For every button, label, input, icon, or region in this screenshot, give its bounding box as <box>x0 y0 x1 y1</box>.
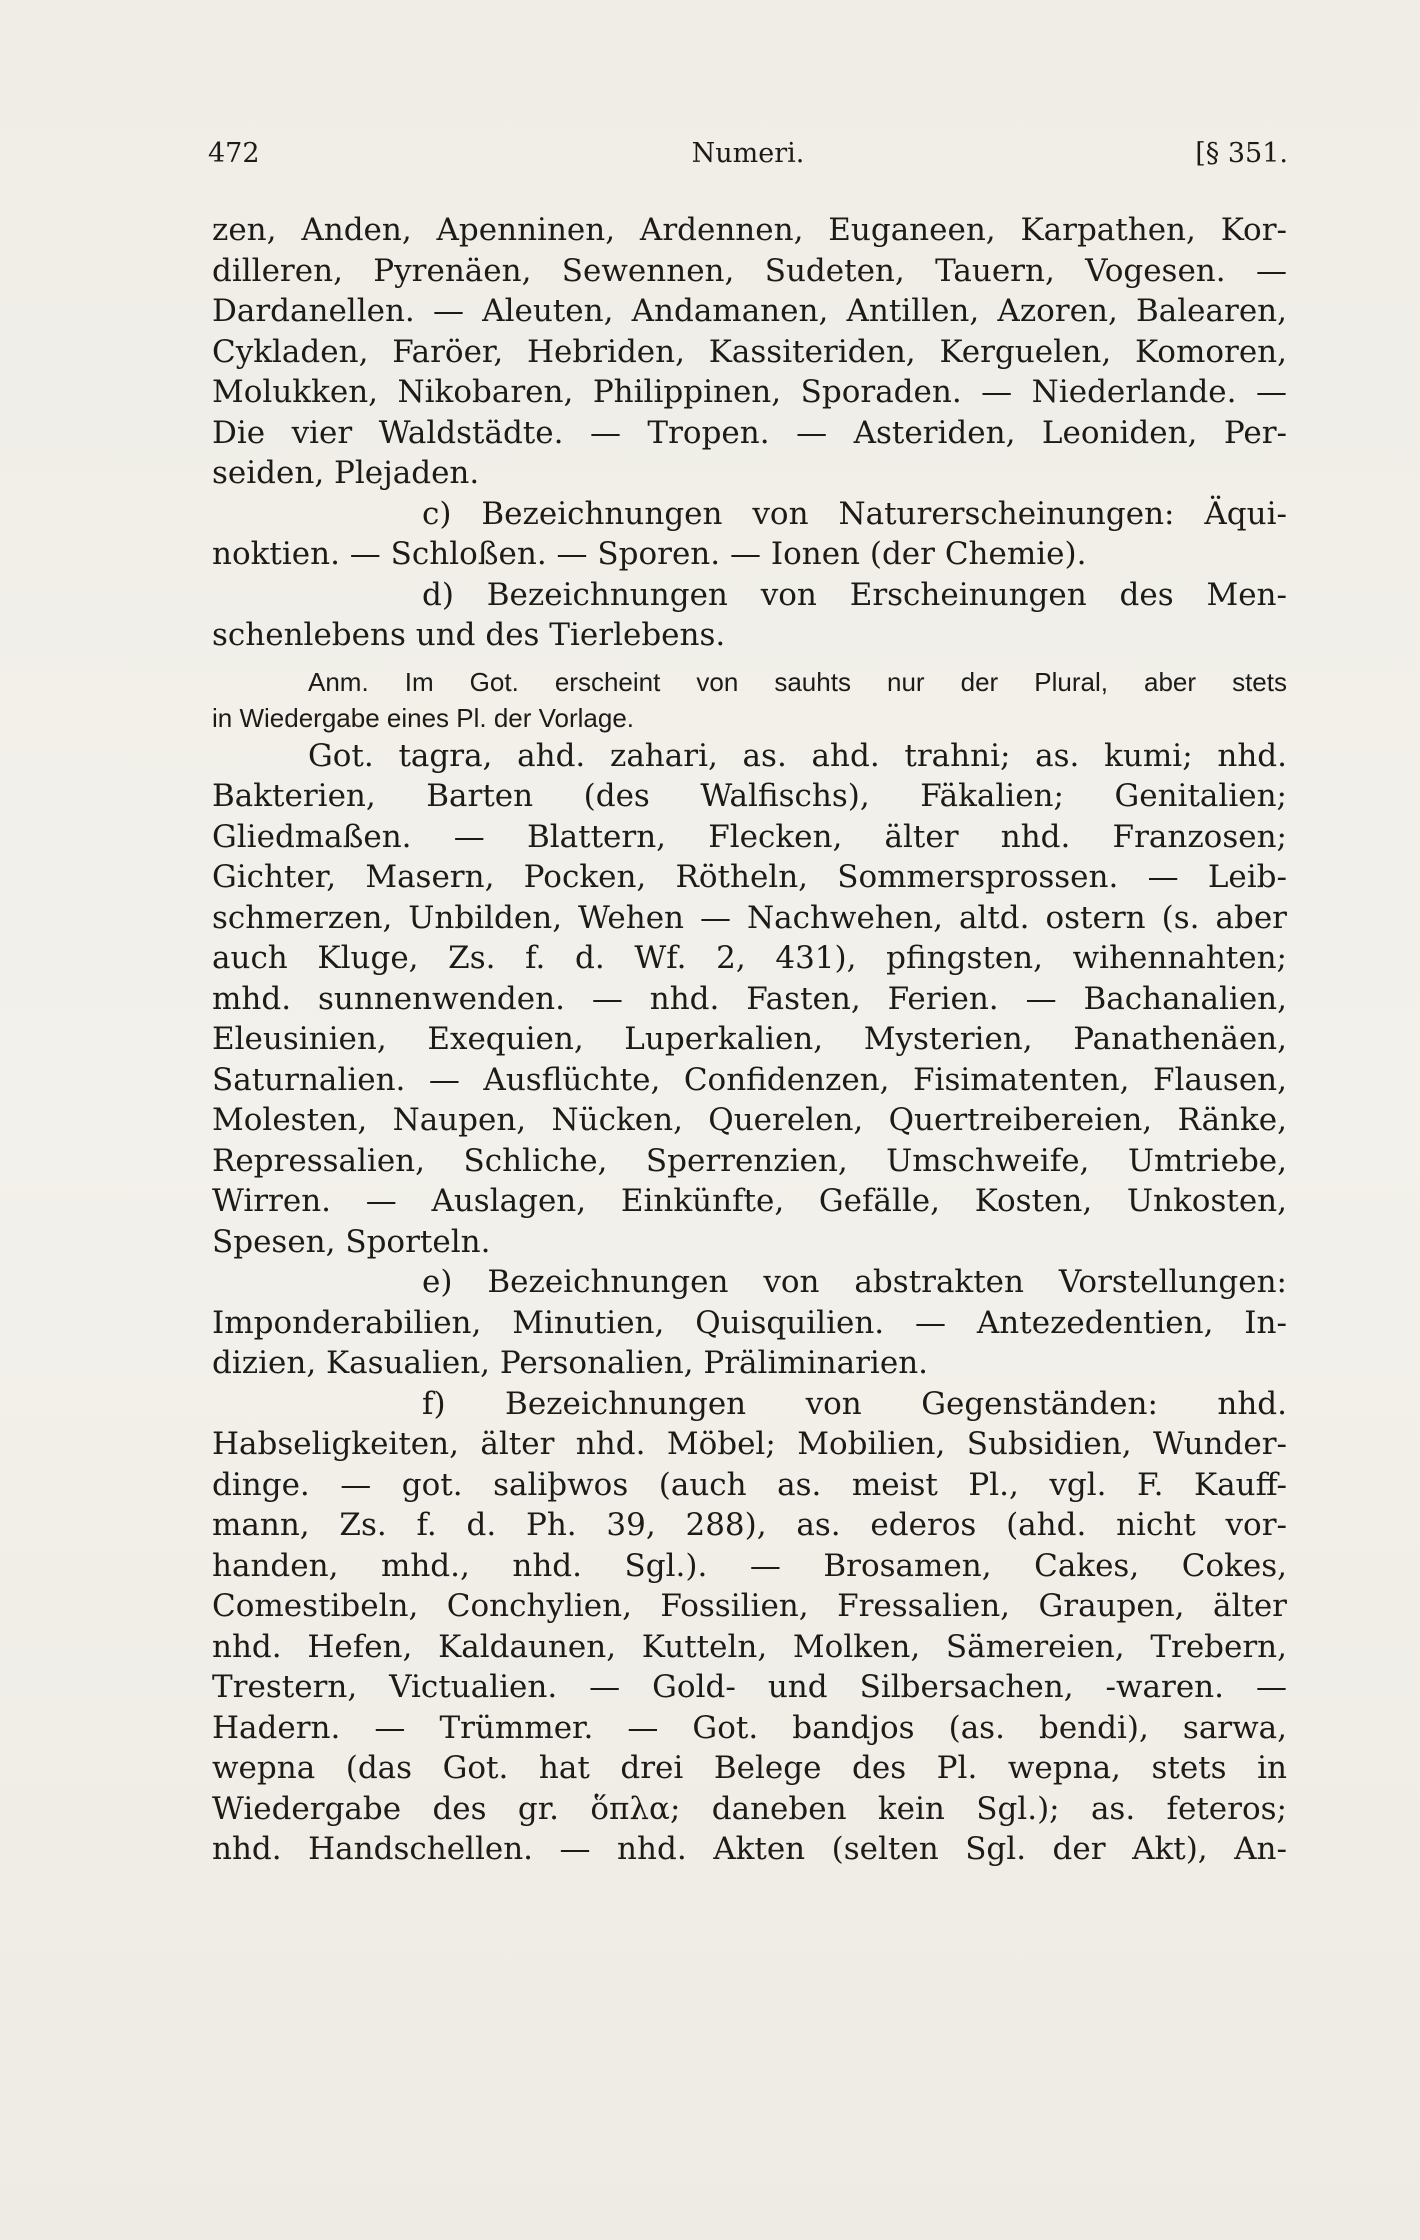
text-line: nhd. Hefen, Kaldaunen, Kutteln, Molken, Sämereien, Trebern, <box>212 1628 1287 1665</box>
text-line: Trestern, Victualien. — Gold- und Silbersachen, -waren. — <box>212 1669 1287 1705</box>
text-line: auch Kluge, Zs. f. d. Wf. 2, 431), pfingsten, wihennahten; <box>212 940 1287 976</box>
text-line: Got. tagra, ahd. zahari, as. ahd. trahni; as. kumi; nhd. <box>308 737 1287 774</box>
text-line: Repressalien, Schliche, Sperrenzien, Umschweife, Umtriebe, <box>212 1142 1287 1179</box>
page-title: Numeri. <box>691 138 805 169</box>
text-line: Cykladen, Faröer, Hebriden, Kassiteriden, Kerguelen, Komoren, <box>212 333 1287 370</box>
running-head <box>208 138 1288 178</box>
text-line: Saturnalien. — Ausflüchte, Confidenzen, Fisimatenten, Flausen, <box>212 1061 1287 1098</box>
subsection-heading-e: e) Bezeichnungen von abstrakten Vorstellungen: <box>422 1264 1287 1300</box>
text-line: wepna (das Got. hat drei Belege des Pl. wepna, stets in <box>212 1750 1287 1786</box>
text-line: nhd. Handschellen. — nhd. Akten (selten Sgl. der Akt), An- <box>212 1831 1287 1867</box>
text-line: Gichter, Masern, Pocken, Rötheln, Sommersprossen. — Leib- <box>212 859 1287 895</box>
text-line: schmerzen, Unbilden, Wehen — Nachwehen, altd. ostern (s. aber <box>212 899 1287 936</box>
annotation-note: Anm. Im Got. erscheint von sauhts nur der Plural, aber stets <box>308 666 1287 697</box>
section-reference: [§ 351. <box>1195 138 1288 169</box>
text-line: dizien, Kasualien, Personalien, Präliminarien. <box>212 1345 929 1381</box>
text-line: zen, Anden, Apenninen, Ardennen, Euganeen, Karpathen, Kor- <box>212 212 1287 248</box>
text-line: Wiedergabe des gr. ὅπλα; daneben kein Sgl.); as. feteros; <box>212 1790 1287 1827</box>
text-line: Gliedmaßen. — Blattern, Flecken, älter nhd. Franzosen; <box>212 818 1287 855</box>
subsection-heading-f: f) Bezeichnungen von Gegenständen: nhd. <box>422 1385 1287 1422</box>
text-line: Molukken, Nikobaren, Philippinen, Sporaden. — Niederlande. — <box>212 374 1287 410</box>
text-line: Eleusinien, Exequien, Luperkalien, Mysterien, Panathenäen, <box>212 1021 1287 1057</box>
subsection-heading-c: c) Bezeichnungen von Naturerscheinungen: Äqui- <box>422 495 1287 532</box>
body-text <box>212 210 1287 1870</box>
text-line: seiden, Plejaden. <box>212 455 480 491</box>
subsection-heading-d: d) Bezeichnungen von Erscheinungen des Men- <box>422 576 1287 613</box>
text-line: schenlebens und des Tierlebens. <box>212 617 726 653</box>
page-number: 472 <box>208 138 260 169</box>
text-line: Imponderabilien, Minutien, Quisquilien. — Antezedentien, In- <box>212 1304 1287 1341</box>
text-line: Habseligkeiten, älter nhd. Möbel; Mobilien, Subsidien, Wunder- <box>212 1426 1287 1462</box>
text-line: Spesen, Sporteln. <box>212 1223 491 1260</box>
text-line: dinge. — got. saliþwos (auch as. meist Pl., vgl. F. Kauff- <box>212 1466 1287 1503</box>
text-line: handen, mhd., nhd. Sgl.). — Brosamen, Cakes, Cokes, <box>212 1547 1287 1584</box>
text-line: Dardanellen. — Aleuten, Andamanen, Antillen, Azoren, Balearen, <box>212 293 1287 329</box>
text-line: Die vier Waldstädte. — Tropen. — Asteriden, Leoniden, Per- <box>212 414 1287 451</box>
text-line: noktien. — Schloßen. — Sporen. — Ionen (der Chemie). <box>212 536 1087 572</box>
text-line: mann, Zs. f. d. Ph. 39, 288), as. ederos (ahd. nicht vor- <box>212 1507 1287 1543</box>
text-line: Bakterien, Barten (des Walfischs), Fäkalien; Genitalien; <box>212 778 1287 814</box>
text-line: Wirren. — Auslagen, Einkünfte, Gefälle, Kosten, Unkosten, <box>212 1183 1287 1219</box>
text-line: mhd. sunnenwenden. — nhd. Fasten, Ferien. — Bachanalien, <box>212 980 1287 1017</box>
text-line: Comestibeln, Conchylien, Fossilien, Fressalien, Graupen, älter <box>212 1588 1287 1624</box>
annotation-note: in Wiedergabe eines Pl. der Vorlage. <box>212 702 635 733</box>
text-line: dilleren, Pyrenäen, Sewennen, Sudeten, Tauern, Vogesen. — <box>212 252 1287 289</box>
text-line: Molesten, Naupen, Nücken, Querelen, Quertreibereien, Ränke, <box>212 1102 1287 1138</box>
text-line: Hadern. — Trümmer. — Got. bandjos (as. bendi), sarwa, <box>212 1709 1287 1746</box>
